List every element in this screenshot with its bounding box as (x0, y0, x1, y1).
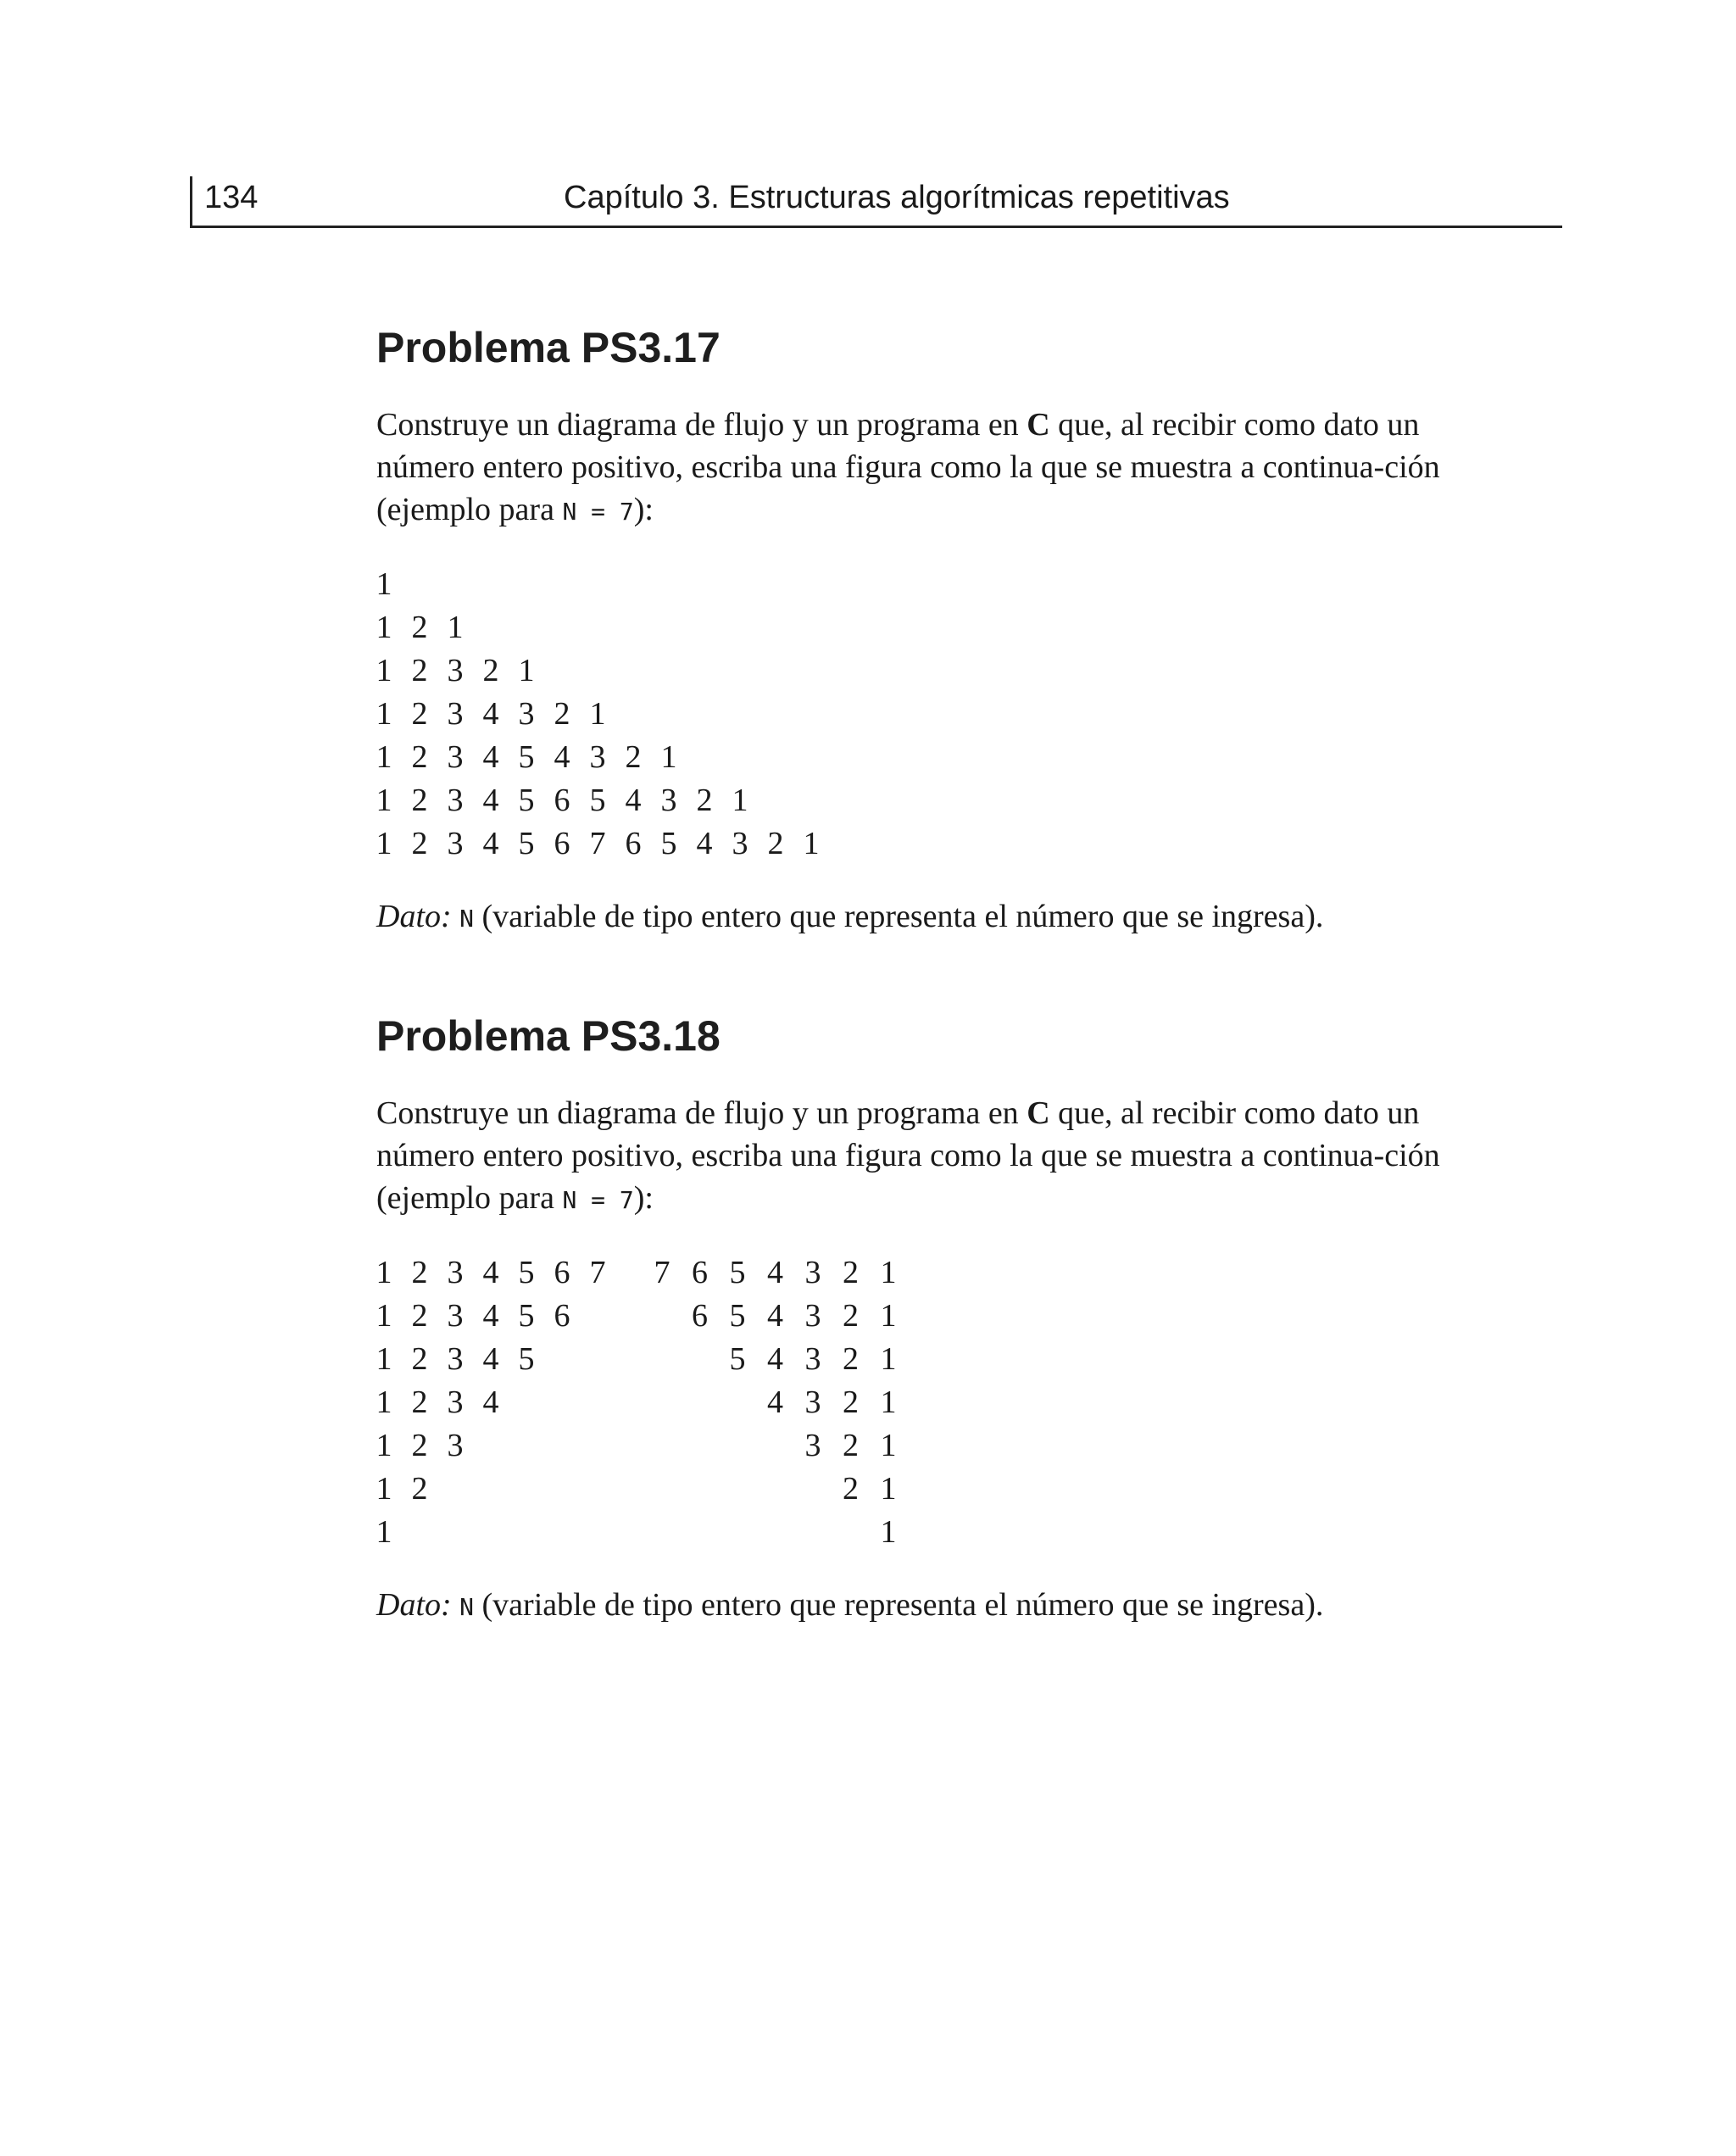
figure-number: 6 (554, 826, 570, 861)
figure-number-left: 1 (376, 1255, 392, 1290)
number-pyramid-figure (376, 565, 1512, 868)
figure-number: 4 (482, 783, 499, 818)
figure-number-right: 1 (880, 1384, 897, 1420)
figure-number: 3 (447, 653, 464, 688)
figure-number: 4 (482, 826, 499, 861)
figure-number-left: 7 (589, 1255, 606, 1290)
running-head (190, 176, 1562, 228)
figure-number: 2 (411, 653, 428, 688)
problem-statement: Construye un diagrama de flujo y un programa en C que, al recibir como dato un número entero positivo, escriba una figura como la que se muestra a continua-ción (ejemplo para N = 7): (376, 1095, 1440, 1216)
figure-number-left: 1 (376, 1298, 392, 1334)
figure-number-left: 2 (411, 1341, 428, 1377)
figure-number-right: 4 (767, 1341, 783, 1377)
figure-number-right: 4 (767, 1298, 783, 1334)
problem-ps3-17 (376, 322, 1512, 940)
figure-number-left: 4 (482, 1341, 499, 1377)
figure-number: 2 (411, 696, 428, 732)
figure-number-left: 3 (447, 1341, 464, 1377)
figure-number: 5 (518, 783, 535, 818)
figure-number: 1 (803, 826, 820, 861)
problem-title: Problema PS3.18 (376, 1012, 721, 1060)
data-note: Dato: N (variable de tipo entero que representa el número que se ingresa). (376, 1587, 1324, 1623)
figure-number: 3 (518, 696, 535, 732)
figure-number: 3 (589, 739, 606, 775)
page-number: 134 (204, 180, 259, 215)
figure-number: 1 (660, 739, 677, 775)
figure-number-left: 3 (447, 1255, 464, 1290)
figure-number-right: 4 (767, 1255, 783, 1290)
figure-number: 2 (411, 739, 428, 775)
figure-number: 2 (411, 826, 428, 861)
figure-number-right: 1 (880, 1514, 897, 1550)
figure-number: 5 (660, 826, 677, 861)
example-code: N = 7 (562, 498, 634, 526)
figure-number-left: 6 (554, 1255, 570, 1290)
figure-number-right: 1 (880, 1298, 897, 1334)
figure-number-left: 2 (411, 1428, 428, 1463)
figure-number-right: 2 (843, 1428, 859, 1463)
figure-number-left: 2 (411, 1298, 428, 1334)
figure-number-left: 4 (482, 1298, 499, 1334)
figure-number: 5 (518, 739, 535, 775)
figure-number-right: 6 (692, 1298, 708, 1334)
figure-number-left: 5 (518, 1255, 535, 1290)
figure-number-left: 5 (518, 1298, 535, 1334)
figure-number-right: 5 (729, 1341, 746, 1377)
figure-number: 2 (411, 610, 428, 645)
figure-number-right: 2 (843, 1255, 859, 1290)
figure-number: 2 (411, 783, 428, 818)
figure-number: 1 (589, 696, 606, 732)
figure-number: 1 (376, 610, 392, 645)
figure-number: 2 (625, 739, 642, 775)
figure-number-right: 3 (804, 1255, 821, 1290)
figure-number-right: 5 (729, 1255, 746, 1290)
chapter-title: Capítulo 3. Estructuras algorítmicas repetitivas (564, 180, 1230, 215)
figure-number: 6 (625, 826, 642, 861)
figure-number: 4 (696, 826, 713, 861)
figure-number: 1 (447, 610, 464, 645)
problem-title: Problema PS3.17 (376, 324, 721, 371)
figure-number-left: 5 (518, 1341, 535, 1377)
figure-number-left: 1 (376, 1471, 392, 1507)
figure-number: 6 (554, 783, 570, 818)
figure-number-right: 7 (654, 1255, 670, 1290)
figure-number-left: 1 (376, 1428, 392, 1463)
figure-number-left: 3 (447, 1384, 464, 1420)
figure-number-right: 3 (804, 1384, 821, 1420)
figure-number: 4 (482, 739, 499, 775)
figure-number-left: 1 (376, 1341, 392, 1377)
figure-number: 1 (376, 696, 392, 732)
figure-number: 1 (376, 653, 392, 688)
figure-number: 3 (447, 826, 464, 861)
figure-number-right: 3 (804, 1298, 821, 1334)
figure-number-right: 2 (843, 1384, 859, 1420)
figure-number: 2 (767, 826, 784, 861)
figure-number: 3 (447, 739, 464, 775)
figure-number-left: 2 (411, 1384, 428, 1420)
figure-number-right: 2 (843, 1471, 859, 1507)
figure-number: 2 (554, 696, 570, 732)
figure-number: 4 (554, 739, 570, 775)
figure-number: 3 (447, 783, 464, 818)
figure-number-right: 1 (880, 1255, 897, 1290)
number-triangles-figure (376, 1254, 1512, 1557)
figure-number-right: 1 (880, 1471, 897, 1507)
figure-number-right: 3 (804, 1428, 821, 1463)
figure-number-right: 4 (767, 1384, 783, 1420)
figure-number-right: 1 (880, 1428, 897, 1463)
figure-number-left: 4 (482, 1384, 499, 1420)
figure-number: 7 (589, 826, 606, 861)
figure-number-left: 2 (411, 1255, 428, 1290)
figure-number: 1 (732, 783, 748, 818)
figure-number-right: 5 (729, 1298, 746, 1334)
figure-number: 3 (660, 783, 677, 818)
figure-number-right: 1 (880, 1341, 897, 1377)
problem-statement: Construye un diagrama de flujo y un programa en C que, al recibir como dato un número entero positivo, escriba una figura como la que se muestra a continua-ción (ejemplo para N = 7): (376, 407, 1440, 527)
figure-number: 3 (732, 826, 748, 861)
figure-number: 5 (518, 826, 535, 861)
figure-number: 4 (482, 696, 499, 732)
figure-number-left: 2 (411, 1471, 428, 1507)
figure-number: 2 (482, 653, 499, 688)
figure-number: 1 (518, 653, 535, 688)
example-code: N = 7 (562, 1186, 634, 1214)
figure-number: 3 (447, 696, 464, 732)
figure-number: 4 (625, 783, 642, 818)
figure-number: 5 (589, 783, 606, 818)
figure-number-left: 1 (376, 1384, 392, 1420)
figure-number: 2 (696, 783, 713, 818)
figure-number-left: 3 (447, 1298, 464, 1334)
figure-number: 1 (376, 739, 392, 775)
figure-number-right: 2 (843, 1341, 859, 1377)
figure-number: 1 (376, 566, 392, 602)
data-note: Dato: N (variable de tipo entero que representa el número que se ingresa). (376, 899, 1324, 934)
figure-number-left: 1 (376, 1514, 392, 1550)
figure-number-right: 2 (843, 1298, 859, 1334)
figure-number-left: 4 (482, 1255, 499, 1290)
figure-number-right: 6 (692, 1255, 708, 1290)
figure-number-left: 6 (554, 1298, 570, 1334)
figure-number-right: 3 (804, 1341, 821, 1377)
problem-ps3-18 (376, 1011, 1512, 1629)
figure-number-left: 3 (447, 1428, 464, 1463)
figure-number: 1 (376, 783, 392, 818)
figure-number: 1 (376, 826, 392, 861)
